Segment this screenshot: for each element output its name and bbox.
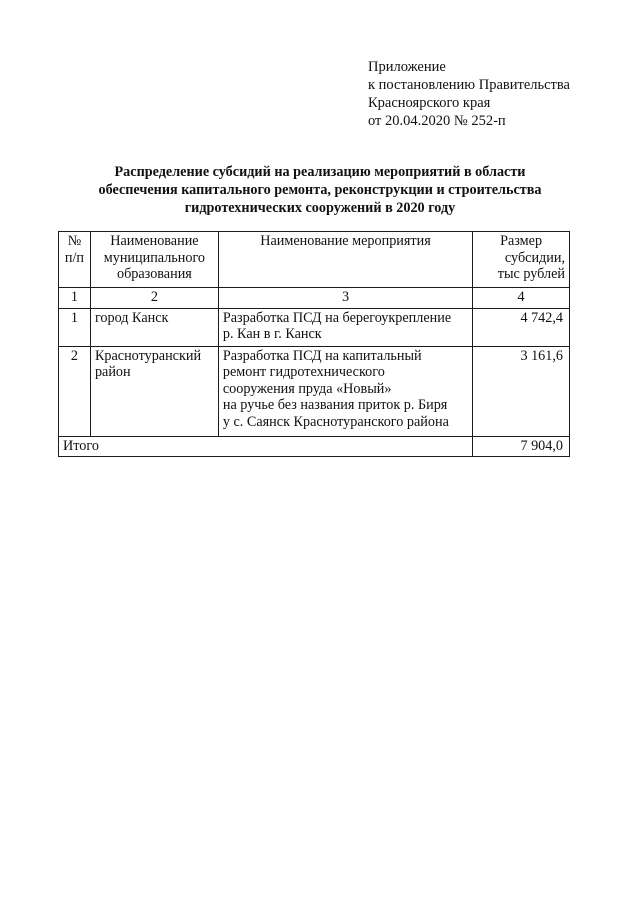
row-num: 1 bbox=[59, 308, 91, 346]
column-number-3: 3 bbox=[218, 288, 472, 309]
header-municipality bbox=[90, 232, 218, 288]
header-amount-line-3: тыс рублей bbox=[497, 266, 565, 282]
appendix-line-4: от 20.04.2020 № 252-п bbox=[368, 113, 506, 129]
appendix-line-2: к постановлению Правительства bbox=[368, 77, 570, 93]
header-num-line-2: п/п bbox=[64, 249, 85, 266]
table-row bbox=[59, 346, 570, 436]
appendix-line-1: Приложение bbox=[368, 59, 446, 75]
row-municipality-line: район bbox=[94, 364, 131, 380]
header-municipality-line-3: образования bbox=[116, 266, 192, 282]
title-line-2: обеспечения капитального ремонта, реконструкции и строительства bbox=[98, 182, 542, 198]
row-activity-line: сооружения пруда «Новый» bbox=[222, 380, 392, 397]
header-num-line-1: № bbox=[67, 233, 82, 249]
header-num bbox=[59, 232, 91, 288]
row-activity-line: Разработка ПСД на капитальный bbox=[222, 347, 422, 364]
document-title bbox=[60, 163, 580, 217]
header-amount-line-2: субсидии, bbox=[504, 249, 565, 266]
table-row bbox=[59, 308, 570, 346]
header-amount bbox=[473, 232, 570, 288]
row-municipality-line: город Канск bbox=[94, 309, 169, 326]
row-activity-line: р. Кан в г. Канск bbox=[222, 326, 322, 342]
total-row bbox=[59, 436, 570, 457]
row-activity-line: ремонт гидротехнического bbox=[222, 364, 385, 380]
appendix-block bbox=[368, 58, 570, 130]
header-activity-text: Наименование мероприятия bbox=[260, 233, 431, 249]
row-activity-line: Разработка ПСД на берегоукрепление bbox=[222, 309, 452, 326]
total-label: Итого bbox=[59, 436, 473, 457]
row-municipality bbox=[90, 308, 218, 346]
row-municipality-line: Краснотуранский bbox=[94, 347, 202, 364]
column-number-4: 4 bbox=[473, 288, 570, 309]
header-municipality-line-1: Наименование bbox=[110, 233, 199, 249]
column-number-row bbox=[59, 288, 570, 309]
header-amount-line-1: Размер bbox=[500, 233, 543, 249]
row-activity-line: на ручье без названия приток р. Биря bbox=[222, 397, 448, 413]
header-activity bbox=[218, 232, 472, 288]
subsidy-table bbox=[58, 231, 570, 457]
header-municipality-line-2: муниципального bbox=[103, 249, 206, 266]
appendix-line-3: Красноярского края bbox=[368, 95, 491, 111]
table-header-row bbox=[59, 232, 570, 288]
row-municipality bbox=[90, 346, 218, 436]
row-activity bbox=[218, 308, 472, 346]
total-amount: 7 904,0 bbox=[473, 436, 570, 457]
column-number-2: 2 bbox=[90, 288, 218, 309]
row-activity-line: у с. Саянск Краснотуранского района bbox=[222, 413, 449, 430]
row-num: 2 bbox=[59, 346, 91, 436]
row-activity bbox=[218, 346, 472, 436]
row-amount: 3 161,6 bbox=[473, 346, 570, 436]
title-line-3: гидротехнических сооружений в 2020 году bbox=[184, 200, 456, 216]
column-number-1: 1 bbox=[59, 288, 91, 309]
row-amount: 4 742,4 bbox=[473, 308, 570, 346]
title-line-1: Распределение субсидий на реализацию мероприятий в области bbox=[114, 164, 526, 180]
